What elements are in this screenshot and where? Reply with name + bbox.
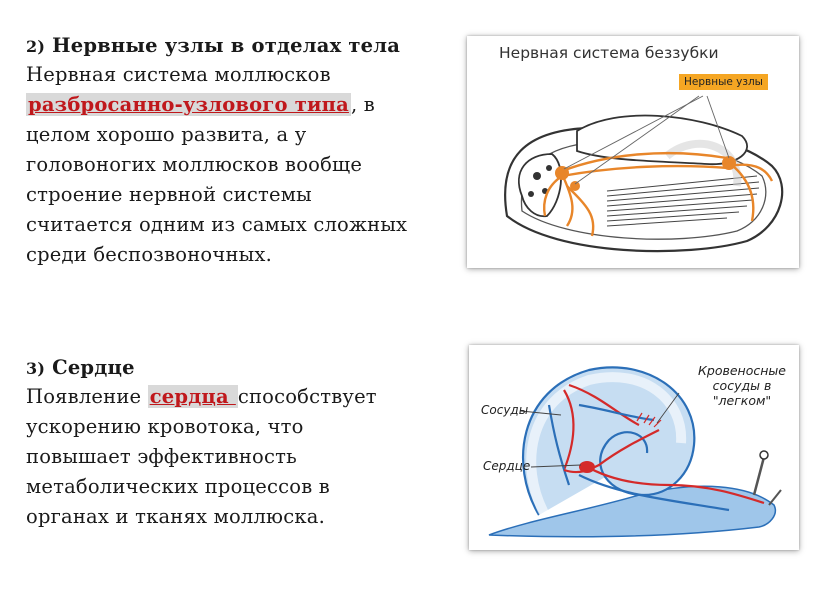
section-heart [26,355,377,532]
nerve-paths [544,153,772,236]
highlighted-term: сердца [149,385,236,408]
cerebral-ganglion [555,166,569,180]
section-2-title: Нервные узлы в отделах тела [52,34,401,57]
section-3-heading [26,355,377,382]
paragraph-line: целом хорошо развита, а у [26,123,307,146]
section-3-number: 3) [26,359,46,378]
section-3-title: Сердце [52,356,135,379]
paragraph-fragment: , в [350,93,375,116]
foot-shape [519,154,561,216]
label-vessels: Сосуды [481,403,529,417]
pedal-ganglion [570,181,580,191]
paragraph-line [26,382,377,412]
visceral-ganglion [722,156,736,170]
mussel-nervous-system-figure [467,36,799,268]
paragraph-line: органах и тканях моллюска. [26,505,325,528]
paragraph-line: головоногих моллюсков вообще [26,153,363,176]
label-heart: Сердце [483,459,531,473]
paragraph-fragment: способствует [237,385,377,408]
label-lung-vessels: Кровеносные сосуды в "легком" [698,363,786,408]
nerve-ganglia-tag: Нервные узлы [679,74,768,90]
section-2-number: 2) [26,37,46,56]
paragraph-line: среди беспозвоночных. [26,243,272,266]
paragraph-fragment: Появление [26,385,148,408]
snail-circulatory-figure [469,345,799,550]
section-2-heading [26,33,407,60]
paragraph-line [26,90,407,120]
mussel-illustration [467,36,799,268]
paragraph-line: метаболических процессов в [26,475,330,498]
paragraph-line: Нервная система моллюсков [26,63,331,86]
paragraph-line: считается одним из самых сложных [26,213,408,236]
paragraph-line: строение нервной системы [26,183,312,206]
paragraph-line: ускорению кровотока, что [26,415,304,438]
highlighted-term: разбросанно-узлового типа [28,93,349,116]
figure-1-title: Нервная система беззубки [499,44,719,62]
heart-shape [579,461,595,473]
paragraph-line: повышает эффективность [26,445,297,468]
section-nervous-system [26,33,407,270]
